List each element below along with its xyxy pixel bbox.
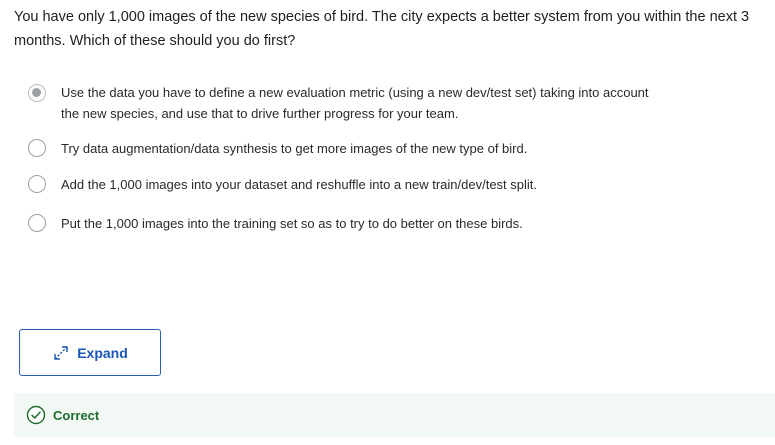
- feedback-banner: [14, 393, 775, 437]
- radio-button[interactable]: [28, 139, 46, 157]
- question-text: You have only 1,000 images of the new species of bird. The city expects a better system from you within the next 3 months. Which of these should you do first?: [14, 9, 750, 49]
- option-label: Try data augmentation/data synthesis to get more images of the new type of bird.: [61, 141, 528, 156]
- option-3[interactable]: [28, 174, 768, 195]
- option-4[interactable]: [28, 213, 768, 234]
- check-circle-icon: [26, 405, 46, 425]
- option-label: Add the 1,000 images into your dataset and reshuffle into a new train/dev/test split.: [61, 177, 537, 192]
- radio-button-selected[interactable]: [28, 84, 46, 102]
- feedback-status: Correct: [53, 407, 100, 423]
- radio-button[interactable]: [28, 175, 46, 193]
- answer-options: [28, 83, 768, 248]
- radio-button[interactable]: [28, 214, 46, 232]
- expand-arrows-icon: [52, 344, 70, 362]
- expand-label: Expand: [77, 344, 128, 361]
- option-2[interactable]: [28, 138, 768, 159]
- option-1[interactable]: [28, 83, 768, 124]
- option-label: Put the 1,000 images into the training set so as to try to do better on these birds.: [61, 216, 523, 231]
- option-label: Use the data you have to define a new evaluation metric (using a new dev/test set) taking into account the new species, and use that to drive further progress for your team.: [61, 85, 649, 121]
- expand-button[interactable]: [19, 329, 161, 376]
